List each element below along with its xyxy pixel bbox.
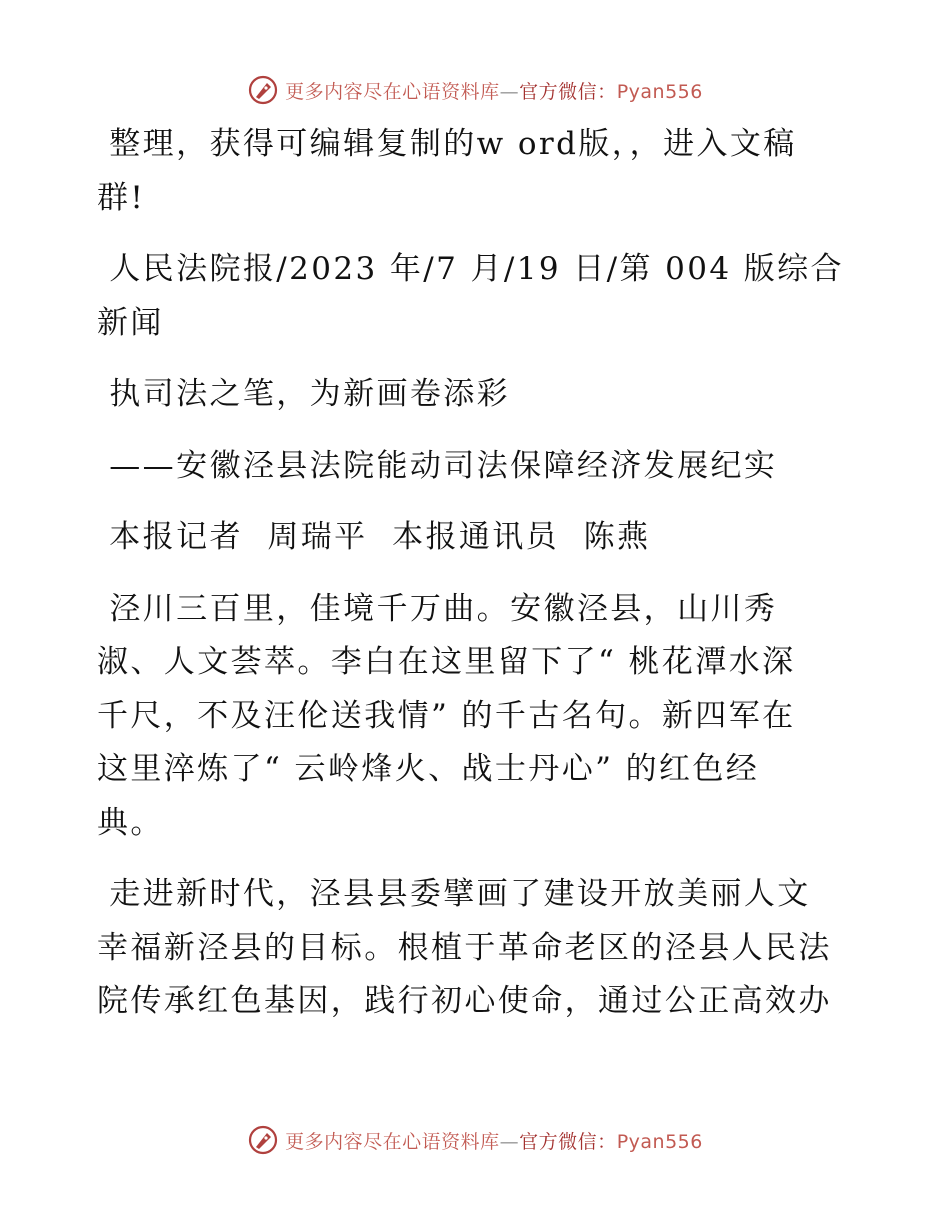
source-line-2: 新闻 xyxy=(97,304,164,341)
watermark-site-text: 更多内容尽在心语资料库 xyxy=(285,1130,500,1153)
intro-line-1: 整理，获得可编辑复制的w ord版，，进入文稿 xyxy=(97,126,797,162)
pen-nib-logo-icon xyxy=(247,1124,279,1156)
watermark-banner-bottom xyxy=(0,1120,950,1160)
paragraph-1-line: 典。 xyxy=(97,804,164,841)
document-body xyxy=(97,118,857,1029)
source-line-1: 人民法院报/2023 年/7 月/19 日/第 004 版综合 xyxy=(97,251,844,287)
watermark-text xyxy=(285,77,703,104)
paragraph-2-line: 院传承红色基因，践行初心使命，通过公正高效办 xyxy=(97,983,832,1019)
watermark-site-text: 更多内容尽在心语资料库 xyxy=(285,80,500,103)
paragraph-1-line: 淑、人文荟萃。李白在这里留下了“ 桃花潭水深 xyxy=(97,644,796,680)
subheadline: ——安徽泾县法院能动司法保障经济发展纪实 xyxy=(97,447,778,484)
paragraph-2-line: 走进新时代，泾县县委擘画了建设开放美丽人文 xyxy=(97,876,811,912)
paragraph-1-line: 泾川三百里，佳境千万曲。安徽泾县，山川秀 xyxy=(97,590,778,627)
pen-nib-logo-icon xyxy=(247,74,279,106)
headline: 执司法之笔，为新画卷添彩 xyxy=(97,376,511,412)
byline: 本报记者 周瑞平 本报通讯员 陈燕 xyxy=(97,519,651,555)
watermark-text xyxy=(285,1127,703,1154)
paragraph-1-line: 千尺，不及汪伦送我情” 的千古名句。新四军在 xyxy=(97,697,796,734)
watermark-dash: — xyxy=(499,80,520,103)
paragraph-1-line: 这里淬炼了“ 云岭烽火、战士丹心” 的红色经 xyxy=(97,751,760,787)
watermark-wechat-id: Pyan556 xyxy=(616,1130,703,1153)
intro-line-2: 群! xyxy=(97,179,146,216)
watermark-wechat-label: 官方微信： xyxy=(519,80,617,103)
watermark-banner-top xyxy=(0,70,950,110)
watermark-dash: — xyxy=(499,1130,520,1153)
watermark-wechat-label: 官方微信： xyxy=(519,1130,617,1153)
watermark-wechat-id: Pyan556 xyxy=(616,80,703,103)
paragraph-2-line: 幸福新泾县的目标。根植于革命老区的泾县人民法 xyxy=(97,929,832,966)
